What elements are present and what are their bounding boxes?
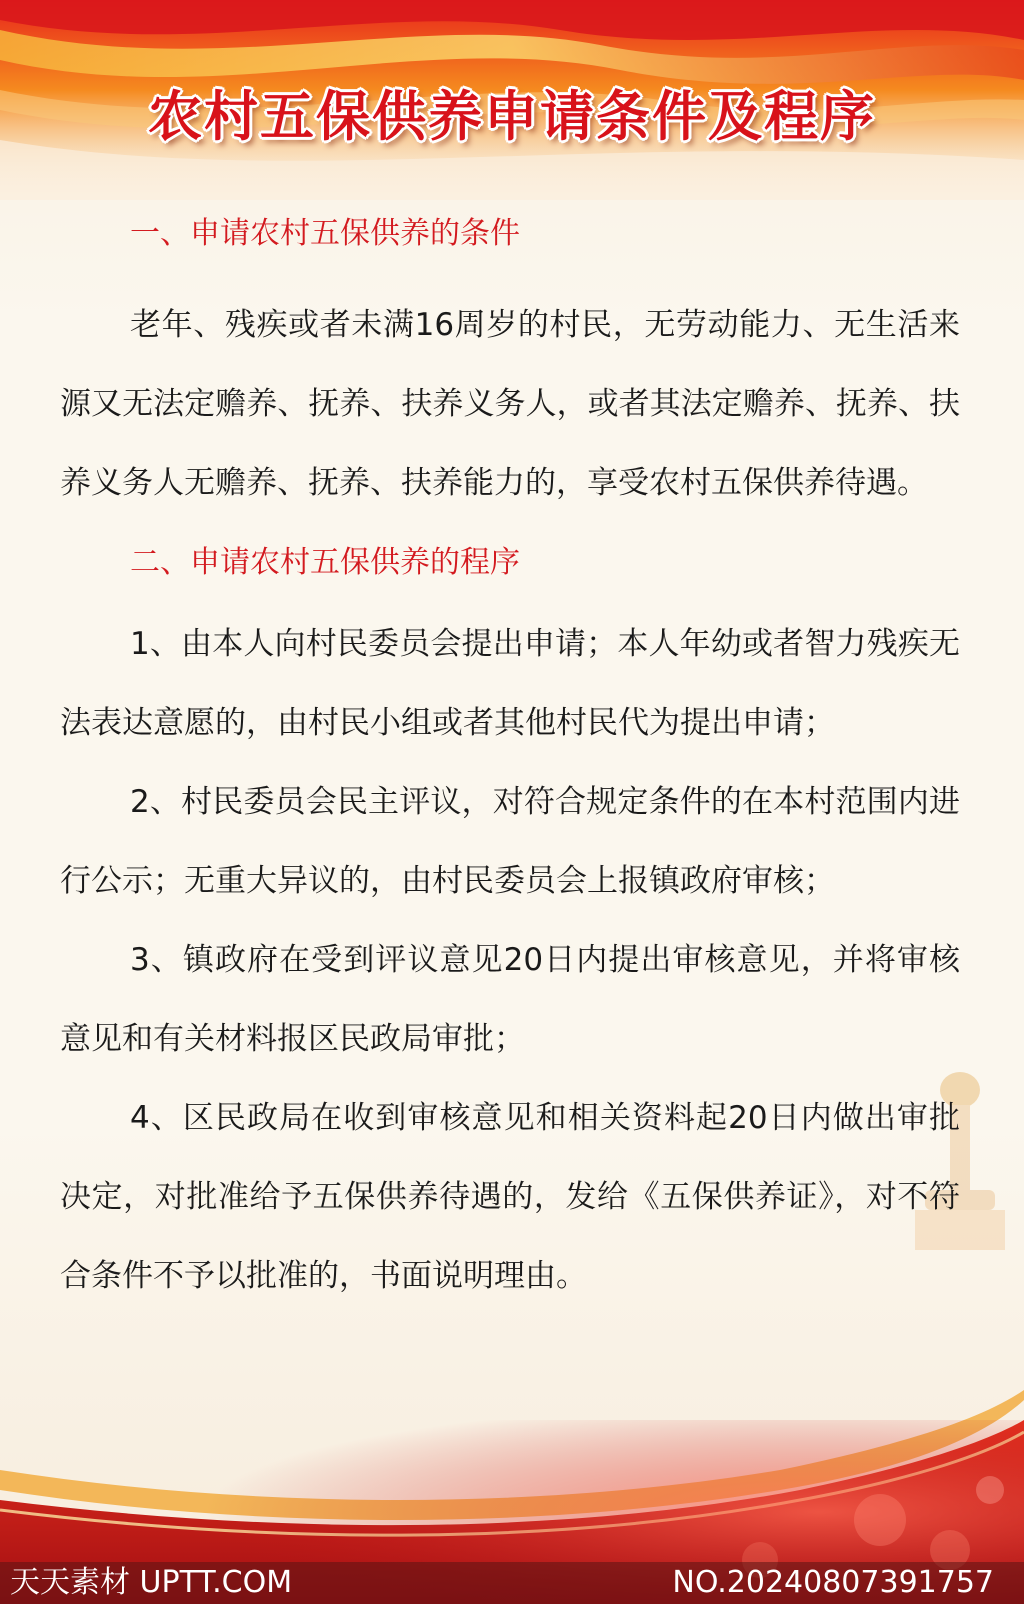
watermark-site: 天天素材 UPTT.COM — [10, 1565, 293, 1600]
watermark-number: NO.20240807391757 — [672, 1565, 994, 1600]
page-title: 农村五保供养申请条件及程序 — [148, 85, 876, 148]
section-heading-conditions: 一、申请农村五保供养的条件 — [130, 216, 520, 251]
paragraph-step-4: 4、区民政局在收到审核意见和相关资料起20日内做出审批决定，对批准给予五保供养待遇的，发给《五保供养证》，对不符合条件不予以批准的，书面说明理由。 — [60, 1100, 960, 1294]
content-body — [60, 212, 960, 1316]
section-heading-procedure: 二、申请农村五保供养的程序 — [130, 545, 520, 580]
paragraph-step-3: 3、镇政府在受到评议意见20日内提出审核意见，并将审核意见和有关材料报区民政局审批； — [60, 942, 960, 1057]
paragraph-conditions: 老年、残疾或者未满16周岁的村民，无劳动能力、无生活来源又无法定赡养、抚养、扶养义务人，或者其法定赡养、抚养、扶养义务人无赡养、抚养、扶养能力的，享受农村五保供养待遇。 — [60, 307, 960, 501]
paragraph-step-1: 1、由本人向村民委员会提出申请；本人年幼或者智力残疾无法表达意愿的，由村民小组或者其他村民代为提出申请； — [60, 626, 960, 741]
paragraph-step-2: 2、村民委员会民主评议，对符合规定条件的在本村范围内进行公示；无重大异议的，由村民委员会上报镇政府审核； — [60, 784, 960, 899]
